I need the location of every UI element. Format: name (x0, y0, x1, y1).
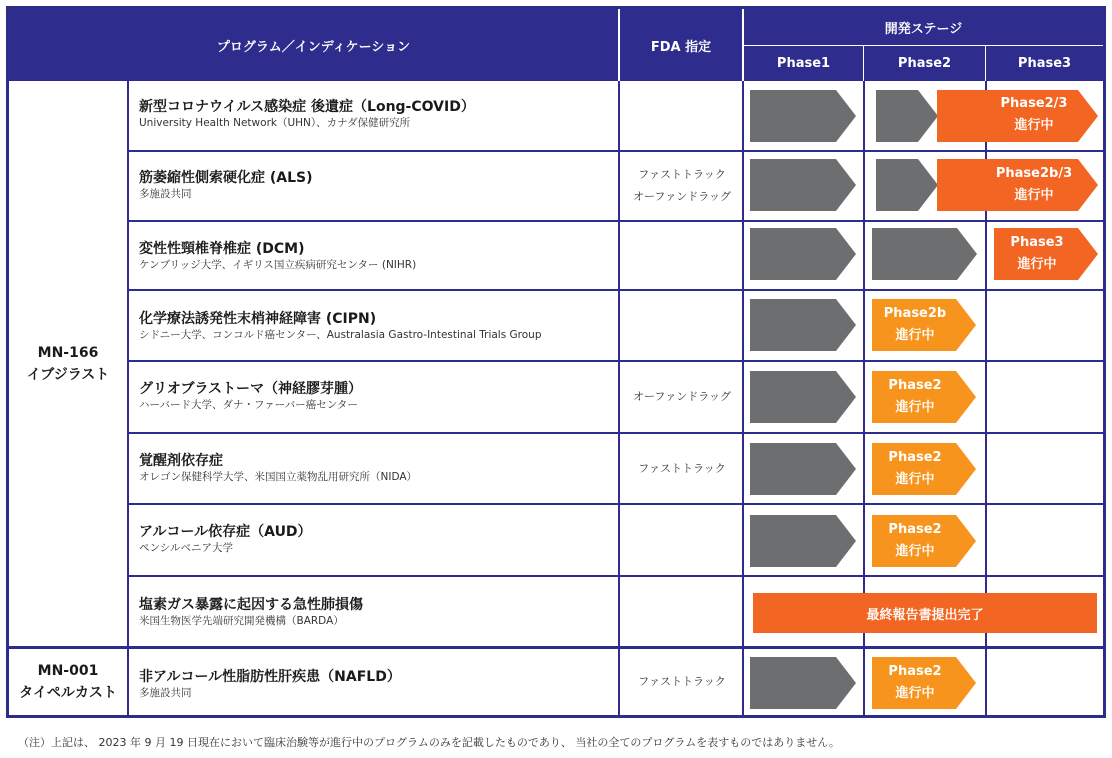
indication-als (139, 169, 619, 201)
phase1-complete-arrow (750, 515, 856, 567)
header-stage-label: 開発ステージ (884, 21, 963, 37)
indication-title: 化学療法誘発性末梢神経障害 (CIPN) (139, 311, 377, 327)
status-progress: 進行中 (895, 472, 935, 487)
phase1-complete-arrow (750, 657, 856, 709)
indication-partner: ペンシルベニア大学 (139, 542, 233, 554)
fda-nafld (621, 649, 743, 715)
footnote: （注）上記は、 2023 年 9 月 19 日現在において臨床治験等が進行中のプログラムのみを記載したものであり、 当社の全てのプログラムを表すものではありません。 (18, 736, 840, 749)
header-phase1 (744, 46, 863, 81)
indication-partner: 多施設共同 (139, 687, 192, 699)
status-phase: Phase2 (888, 664, 942, 679)
row-divider (127, 289, 1103, 291)
drug-mn001 (9, 649, 127, 715)
indication-partner: 多施設共同 (139, 188, 192, 200)
indication-title: 変性性頸椎脊椎症 (DCM) (139, 241, 305, 257)
phase1-complete-arrow (750, 443, 856, 495)
header-phase3 (986, 46, 1103, 81)
row-divider (127, 360, 1103, 362)
phase2-complete-arrow (872, 228, 977, 280)
status-progress: 進行中 (1014, 118, 1054, 133)
status-progress: 進行中 (895, 400, 935, 415)
status-progress: 進行中 (895, 544, 935, 559)
indication-meth (139, 452, 619, 484)
fda-designation: ファストトラック (638, 675, 726, 688)
row-divider (127, 575, 1103, 577)
indication-partner: ハーバード大学、ダナ・ファーバー癌センター (139, 399, 358, 411)
status-phase: Phase2 (888, 378, 942, 393)
indication-title: 新型コロナウイルス感染症 後遺症（Long-COVID） (139, 99, 475, 115)
row-divider (127, 432, 1103, 434)
status-label (872, 375, 958, 419)
phase2-label: Phase2 (897, 56, 952, 71)
indication-title: 非アルコール性脂肪性肝疾患（NAFLD） (139, 669, 401, 685)
fda-designation: オーファンドラッグ (632, 190, 731, 203)
phase1-complete-arrow (750, 159, 856, 211)
indication-title: 筋萎縮性側索硬化症 (ALS) (139, 170, 313, 186)
indication-partner: ケンブリッジ大学、イギリス国立疾病研究センター (NIHR) (139, 259, 417, 271)
header-divider (985, 46, 986, 81)
header-divider (744, 45, 1103, 46)
status-phase: Phase2 (888, 450, 942, 465)
indication-glioblastoma (139, 380, 619, 412)
header-fda-label: FDA 指定 (650, 39, 712, 55)
drug-name: イブジラスト (26, 366, 110, 383)
phase1-complete-arrow (750, 90, 856, 142)
indication-title: 塩素ガス暴露に起因する急性肺損傷 (139, 597, 363, 613)
indication-nafld (139, 668, 619, 700)
status-progress: 進行中 (1017, 257, 1057, 272)
row-divider (127, 150, 1103, 152)
completed-status-bar (753, 593, 1097, 633)
indication-aud (139, 523, 619, 555)
fda-designation: ファストトラック (638, 461, 726, 475)
status-phase: Phase2 (888, 522, 942, 537)
drug-name: タイペルカスト (19, 685, 117, 701)
header-stage (744, 9, 1103, 45)
header-fda (620, 9, 742, 81)
indication-title: アルコール依存症（AUD） (139, 524, 312, 540)
grid-line (127, 81, 129, 715)
status-label (984, 93, 1084, 137)
pipeline-table (6, 6, 1106, 718)
fda-glioblastoma (621, 362, 743, 432)
indication-title: グリオブラストーマ（神経膠芽腫） (139, 381, 363, 397)
fda-designation: ファストトラック (638, 168, 726, 181)
indication-partner: 米国生物医学先端研究開発機構（BARDA） (139, 615, 344, 627)
status-phase: Phase2b (883, 306, 947, 321)
status-label (872, 519, 958, 563)
status-label (872, 661, 958, 705)
drug-code: MN-001 (37, 663, 99, 679)
indication-cipn (139, 310, 619, 342)
status-progress: 進行中 (1014, 188, 1054, 203)
status-progress: 進行中 (895, 686, 935, 701)
header-phase2 (864, 46, 985, 81)
status-label (872, 447, 958, 491)
status-phase: Phase2/3 (1000, 96, 1068, 111)
fda-designation: オーファンドラッグ (632, 390, 731, 403)
row-divider (127, 220, 1103, 222)
indication-partner: オレゴン保健科学大学、米国国立薬物乱用研究所（NIDA） (139, 471, 418, 483)
phase1-complete-arrow (750, 371, 856, 423)
phase1-complete-arrow (750, 299, 856, 351)
phase1-complete-arrow (750, 228, 856, 280)
indication-dcm (139, 240, 619, 272)
status-phase: Phase3 (1010, 235, 1064, 250)
status-label (994, 232, 1080, 276)
phase1-label: Phase1 (776, 56, 831, 71)
header-divider (618, 9, 620, 81)
completed-status-label: 最終報告書提出完了 (866, 607, 984, 623)
phase2-complete-arrow (876, 90, 938, 142)
status-label (872, 303, 958, 347)
drug-code: MN-166 (37, 344, 99, 361)
indication-long-covid (139, 98, 619, 130)
status-progress: 進行中 (895, 328, 935, 343)
indication-partner: シドニー大学、コンコルド癌センター、Australasia Gastro-Intestinal Trials Group (139, 329, 542, 341)
indication-chlorine (139, 596, 619, 628)
status-phase: Phase2b/3 (995, 166, 1073, 181)
drug-divider (9, 646, 1103, 649)
row-divider (127, 503, 1103, 505)
status-label (984, 163, 1084, 207)
fda-als (621, 152, 743, 220)
header-divider (863, 46, 864, 81)
header-program (9, 9, 618, 81)
phase3-label: Phase3 (1017, 56, 1072, 71)
phase2-complete-arrow (876, 159, 938, 211)
indication-title: 覚醒剤依存症 (139, 453, 223, 469)
drug-mn166 (9, 81, 127, 646)
fda-meth (621, 434, 743, 503)
header-program-label: プログラム／インディケーション (216, 39, 411, 55)
indication-partner: University Health Network（UHN）、カナダ保健研究所 (139, 117, 411, 129)
